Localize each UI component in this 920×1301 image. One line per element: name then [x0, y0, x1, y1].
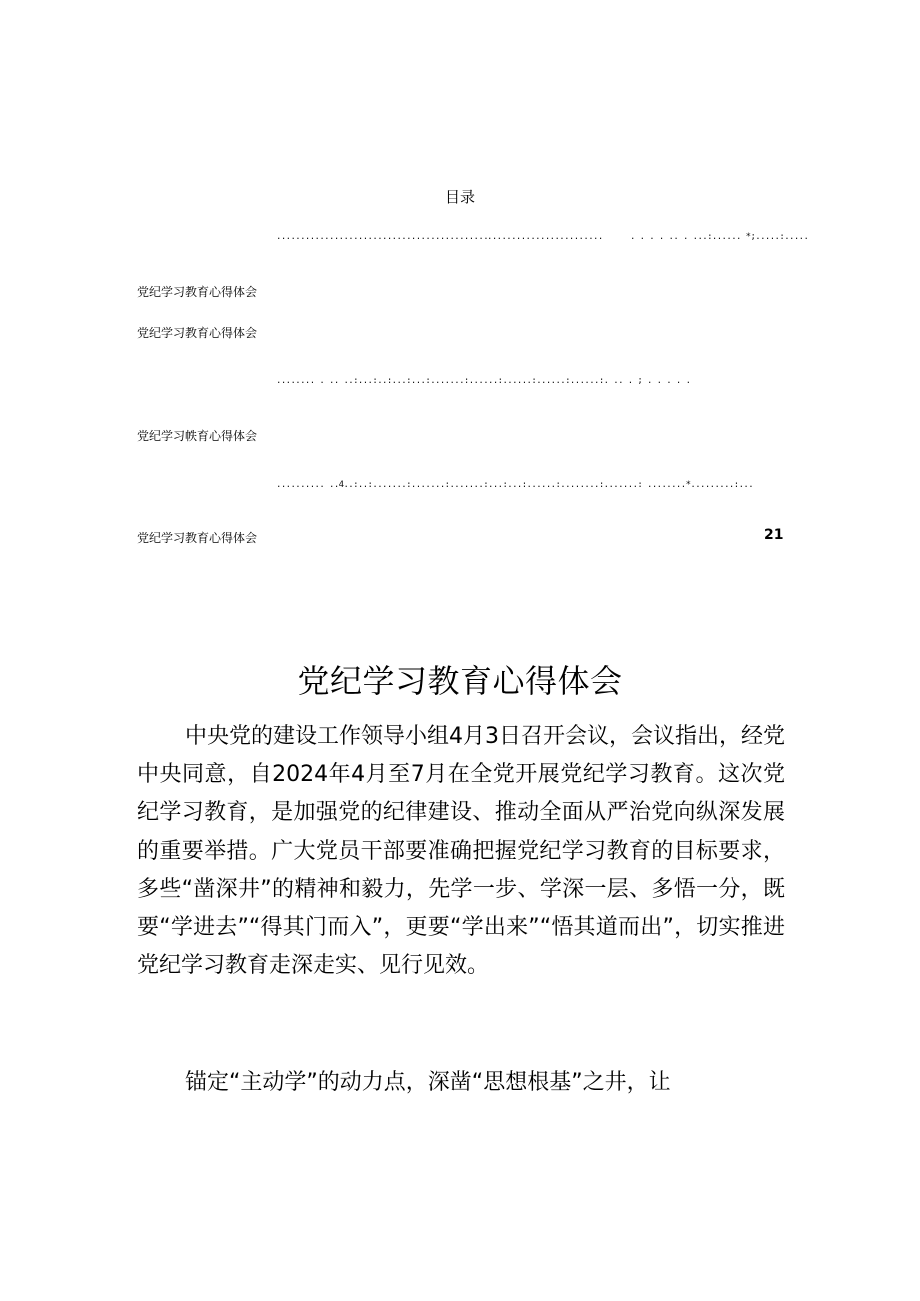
toc-entry-label[interactable]: 党纪学习教育心得体会 [137, 326, 258, 340]
toc-title: 目录 [444, 188, 475, 206]
document-title: 党纪学习教育心得体会 [297, 662, 623, 700]
toc-leader-dots: ........................ [487, 232, 603, 242]
toc-leader-dots: ............................................ [276, 232, 489, 242]
toc-leader-dots: . . . . .. . ...:...... *;.....:..... [630, 232, 809, 242]
body-paragraph: 中央党的建设工作领导小组4月3日召开会议，会议指出，经党中央同意，自2024年4月至7月在全党开展党纪学习教育。这次党纪学习教育，是加强党的纪律建设、推动全面从严治党向纵深发展的重要举措。广大党员干部要准确把握党纪学习教育的目标要求，多些“凿深井”的精神和毅力，先学一步、学深一层、多悟一分，既要“学进去”“得其门而入”，更要“学出来”“悟其道而出”，切实推进党纪学习教育走深走实、见行见效。 [137, 724, 785, 979]
toc-entry-label[interactable]: 党纪学习帙育心得体会 [137, 429, 258, 443]
toc-entry-label[interactable]: 党纪学习教育心得体会 [137, 285, 258, 299]
toc-leader-dots: ........ . .. ..:...:..:...:...:.......:......:......:......:......:. .. . ; . . . . . [276, 376, 691, 386]
toc-page-number: 21 [764, 527, 784, 543]
toc-leader-dots: .......... ..4..:..:.......:.......:.......:...:...:......:........:.......: ........*.........:... [276, 480, 754, 490]
body-paragraph: 锚定“主动学”的动力点，深凿“思想根基”之井，让 [185, 1070, 671, 1095]
toc-entry-label[interactable]: 党纪学习教育心得体会 [137, 531, 258, 545]
